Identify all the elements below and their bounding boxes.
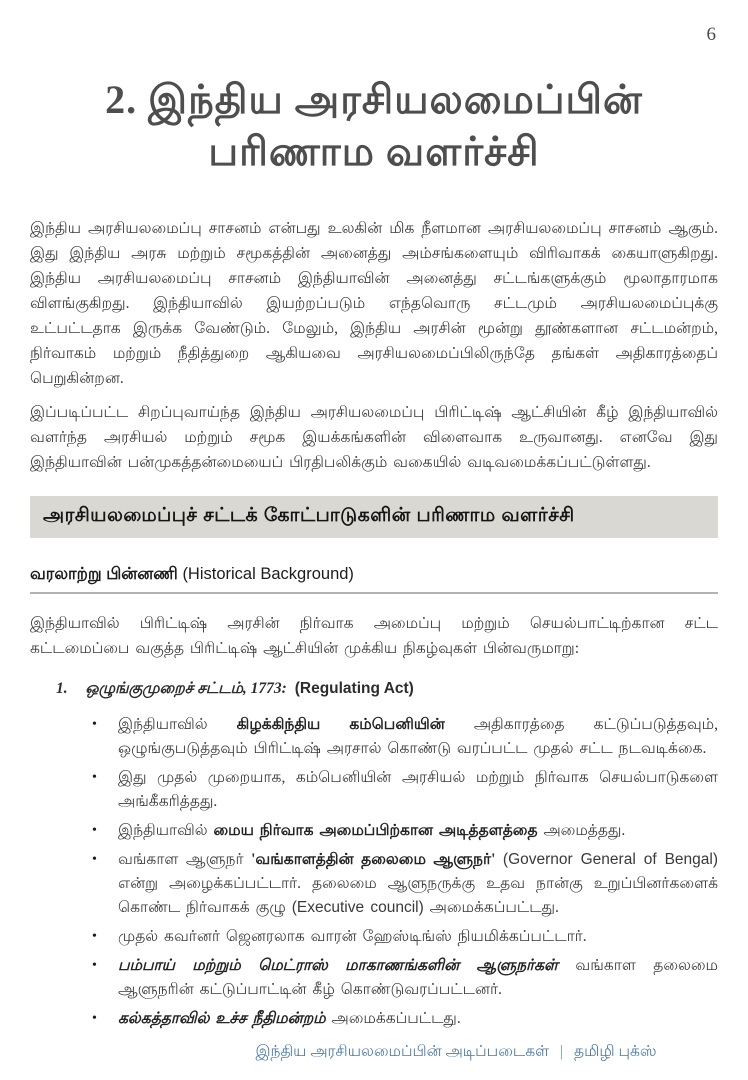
page-footer [0, 1043, 748, 1062]
intro-paragraph-2: இப்படிப்பட்ட சிறப்புவாய்ந்த இந்திய அரசியலமைப்பு பிரிட்டிஷ் ஆட்சியின் கீழ் இந்தியாவில் வளர்ந்த அரசியல் மற்றும் சமூக இயக்கங்களின் விளைவாக உருவானது. எனவே இது இந்தியாவின் பன்முகத்தன்மையைப் பிரதிபலிக்கும் வகையில் வடிவமைக்கப்பட்டுள்ளது. [30, 404, 718, 471]
bullet-item [92, 848, 718, 920]
bullet-text-segment: 'வங்காளத்தின் தலைமை ஆளுநர்' [251, 851, 496, 868]
section-heading-bar: அரசியலமைப்புச் சட்டக் கோட்பாடுகளின் பரிணாம வளர்ச்சி [30, 496, 718, 538]
bullet-item [92, 954, 718, 1002]
footer-text [255, 1043, 656, 1060]
bullet-text-segment: வங்காள ஆளுநர் [118, 851, 252, 868]
bullet-item [92, 819, 718, 843]
subsection-heading-tamil: வரலாற்று பின்னணி [30, 565, 178, 583]
bullet-text-segment: இது முதல் முறையாக, கம்பெனியின் அரசியல் மற்றும் நிர்வாக செயல்பாடுகளை அங்கீகரித்தது. [118, 769, 718, 810]
footer-publisher: தமிழி புக்ஸ் [573, 1043, 657, 1060]
bullet-text [118, 766, 718, 814]
bullet-text [118, 1007, 718, 1031]
bullet-text-segment: இந்தியாவில் [118, 822, 214, 839]
intro-paragraph-1: இந்திய அரசியலமைப்பு சாசனம் என்பது உலகின் மிக நீளமான அரசியலமைப்பு சாசனம் ஆகும். இது இந்திய அரசு மற்றும் சமூகத்தின் அனைத்து அம்சங்களையும் விரிவாகக் கையாளுகிறது. இந்திய அரசியலமைப்பு சாசனம் இந்தியாவின் அனைத்து சட்டங்களுக்கும் மூலாதாரமாக விளங்குகிறது. இந்தியாவில் இயற்றப்படும் எந்தவொரு சட்டமும் அரசியலமைப்புக்கு உட்பட்டதாக இருக்க வேண்டும். மேலும், இந்திய அரசின் மூன்று தூண்களான சட்டமன்றம், நிர்வாகம் மற்றும் நீதித்துறை ஆகியவை அரசியலமைப்பிலிருந்தே தங்கள் அதிகாரத்தைப் பெறுகின்றன. [30, 220, 718, 387]
bullet-marker-icon: • [92, 770, 97, 785]
bullet-text-segment: பம்பாய் மற்றும் மெட்ராஸ் மாகாணங்களின் ஆளுநர்கள் [118, 957, 559, 974]
bullet-text-segment: என்று அழைக்கப்பட்டார். தலைமை ஆளுநருக்கு உதவ நான்கு உறுப்பினர்களைக் கொண்ட நிர்வாகக் குழு [118, 875, 718, 916]
footer-separator: | [559, 1043, 564, 1060]
bullet-text-segment: கிழக்கிந்திய கம்பெனியின் [236, 716, 445, 733]
bullet-item [92, 713, 718, 761]
bullet-text [118, 713, 718, 761]
chapter-title-line2: பரிணாம வளர்ச்சி [208, 129, 540, 174]
bullet-text-segment: வங்காள தலைமை ஆளுநரின் கட்டுப்பாட்டின் கீழ் கொண்டுவரப்பட்டனர். [118, 957, 718, 998]
chapter-title [0, 0, 748, 178]
bullet-text-segment: அதிகாரத்தை கட்டுப்படுத்தவும், ஒழுங்குபடுத்தவும் பிரிட்டிஷ் அரசால் கொண்டு வரப்பட்ட முதல் சட்ட நடவடிக்கை. [118, 716, 719, 757]
bullet-item [92, 1007, 718, 1031]
bullet-text-segment: முதல் கவர்னர் ஜெனரலாக வாரன் ஹேஸ்டிங்ஸ் நியமிக்கப்பட்டார். [118, 928, 587, 945]
section-lead-paragraph: இந்தியாவில் பிரிட்டிஷ் அரசின் நிர்வாக அமைப்பு மற்றும் செயல்பாட்டிற்கான சட்ட கட்டமைப்பை வகுத்த பிரிட்டிஷ் ஆட்சியின் முக்கிய நிகழ்வுகள் பின்வருமாறு: [30, 615, 718, 657]
act-title-english: (Regulating Act) [294, 680, 414, 697]
bullet-text [118, 925, 718, 949]
chapter-title-line1: 2. இந்திய அரசியலமைப்பின் [105, 77, 643, 122]
bullet-text-segment: அமைத்தது. [537, 822, 626, 839]
bullet-text-segment: (Executive council) [291, 899, 424, 916]
bullet-text [118, 819, 718, 843]
bullet-marker-icon: • [92, 958, 97, 973]
bullet-marker-icon: • [92, 929, 97, 944]
act-title-tamil: ஒழுங்குமுறைச் சட்டம், 1773: [85, 680, 287, 697]
bullet-marker-icon: • [92, 852, 97, 867]
footer-book-title: இந்திய அரசியலமைப்பின் அடிப்படைகள் [255, 1043, 550, 1060]
bullet-text-segment: அமைக்கப்பட்டது. [423, 899, 559, 916]
bullet-text-segment [495, 851, 503, 868]
bullet-text [118, 954, 718, 1002]
act-bullet-list [30, 713, 718, 1031]
act-item-number: 1. [56, 680, 68, 697]
page-number: 6 [706, 24, 716, 45]
bullet-text-segment: மைய நிர்வாக அமைப்பிற்கான அடித்தளத்தை [213, 822, 538, 839]
page-content [0, 216, 748, 1031]
bullet-text-segment: இந்தியாவில் [118, 716, 237, 733]
bullet-marker-icon: • [92, 717, 97, 732]
subsection-heading-english: (Historical Background) [182, 565, 354, 583]
bullet-text-segment: கல்கத்தாவில் உச்ச நீதிமன்றம் [118, 1010, 326, 1027]
bullet-text-segment: (Governor General of Bengal) [502, 851, 719, 868]
bullet-marker-icon: • [92, 1011, 97, 1026]
bullet-item [92, 925, 718, 949]
bullet-marker-icon: • [92, 823, 97, 838]
bullet-text [118, 848, 718, 920]
act-item-heading [56, 680, 718, 699]
bullet-item [92, 766, 718, 814]
subsection-heading [30, 565, 718, 594]
bullet-text-segment: அமைக்கப்பட்டது. [325, 1010, 461, 1027]
